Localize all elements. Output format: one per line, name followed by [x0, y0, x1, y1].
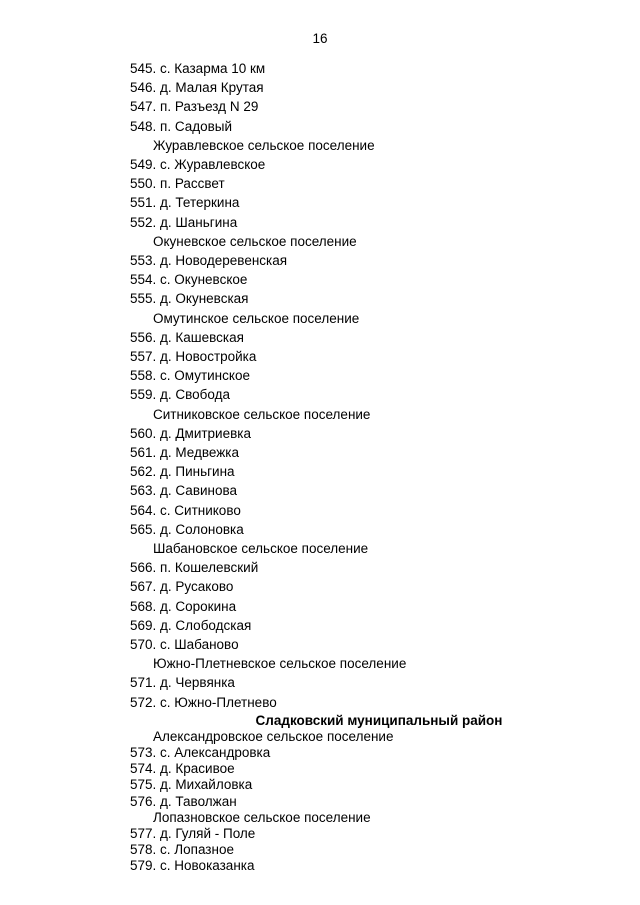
- list-item: 562. д. Пиньгина: [130, 464, 235, 480]
- list-item: 567. д. Русаково: [130, 579, 234, 595]
- list-item: 569. д. Слободская: [130, 617, 252, 633]
- settlement-heading: Омутинское сельское поселение: [153, 310, 360, 326]
- list-item: 545. с. Казарма 10 км: [130, 61, 266, 76]
- list-item: 573. с. Александровка: [130, 745, 271, 761]
- list-item: 553. д. Новодеревенская: [130, 253, 288, 268]
- list-item: 574. д. Красивое: [130, 761, 235, 777]
- list-item: 570. с. Шабаново: [130, 637, 239, 652]
- list-item: 551. д. Тетеркина: [130, 195, 240, 211]
- list-item: 578. с. Лопазное: [130, 841, 234, 857]
- list-item: 547. п. Разъезд N 29: [130, 99, 259, 115]
- list-item: 572. с. Южно-Плетнево: [130, 694, 277, 710]
- list-item: 571. д. Червянка: [130, 675, 235, 691]
- settlement-heading: Журавлевское сельское поселение: [153, 137, 375, 153]
- district-heading: Сладковский муниципальный район: [255, 713, 503, 728]
- list-item: 548. п. Садовый: [130, 118, 233, 134]
- list-item: 579. с. Новоказанка: [130, 857, 255, 873]
- page-number: 16: [312, 31, 328, 46]
- list-item: 560. д. Дмитриевка: [130, 425, 251, 441]
- list-item: 575. д. Михайловка: [130, 777, 253, 793]
- list-item: 554. с. Окуневское: [130, 272, 248, 288]
- list-item: 568. д. Сорокина: [130, 598, 237, 614]
- list-item: 552. д. Шаньгина: [130, 214, 238, 230]
- list-item: 563. д. Савинова: [130, 483, 238, 499]
- list-item: 559. д. Свобода: [130, 387, 231, 403]
- list-item: 555. д. Окуневская: [130, 291, 249, 307]
- settlement-heading: Окуневское сельское поселение: [153, 233, 357, 249]
- list-item: 565. д. Солоновка: [130, 521, 244, 537]
- settlement-heading: Шабановское сельское поселение: [153, 541, 369, 556]
- settlement-heading: Южно-Плетневское сельское поселение: [153, 656, 407, 672]
- list-item: 577. д. Гуляй - Поле: [130, 825, 256, 841]
- list-item: 556. д. Кашевская: [130, 329, 244, 345]
- settlement-heading: Александровское сельское поселение: [153, 729, 394, 745]
- list-item: 576. д. Таволжан: [130, 793, 237, 809]
- list-item: 558. с. Омутинское: [130, 368, 250, 384]
- settlement-heading: Лопазновское сельское поселение: [153, 809, 371, 825]
- list-item: 549. с. Журавлевское: [130, 157, 266, 172]
- list-item: 550. п. Рассвет: [130, 176, 225, 192]
- list-item: 566. п. Кошелевский: [130, 560, 259, 576]
- list-item: 564. с. Ситниково: [130, 502, 241, 518]
- list-item: 557. д. Новостройка: [130, 349, 257, 364]
- list-item: 561. д. Медвежка: [130, 445, 240, 460]
- settlement-heading: Ситниковское сельское поселение: [153, 406, 371, 422]
- list-item: 546. д. Малая Крутая: [130, 80, 264, 96]
